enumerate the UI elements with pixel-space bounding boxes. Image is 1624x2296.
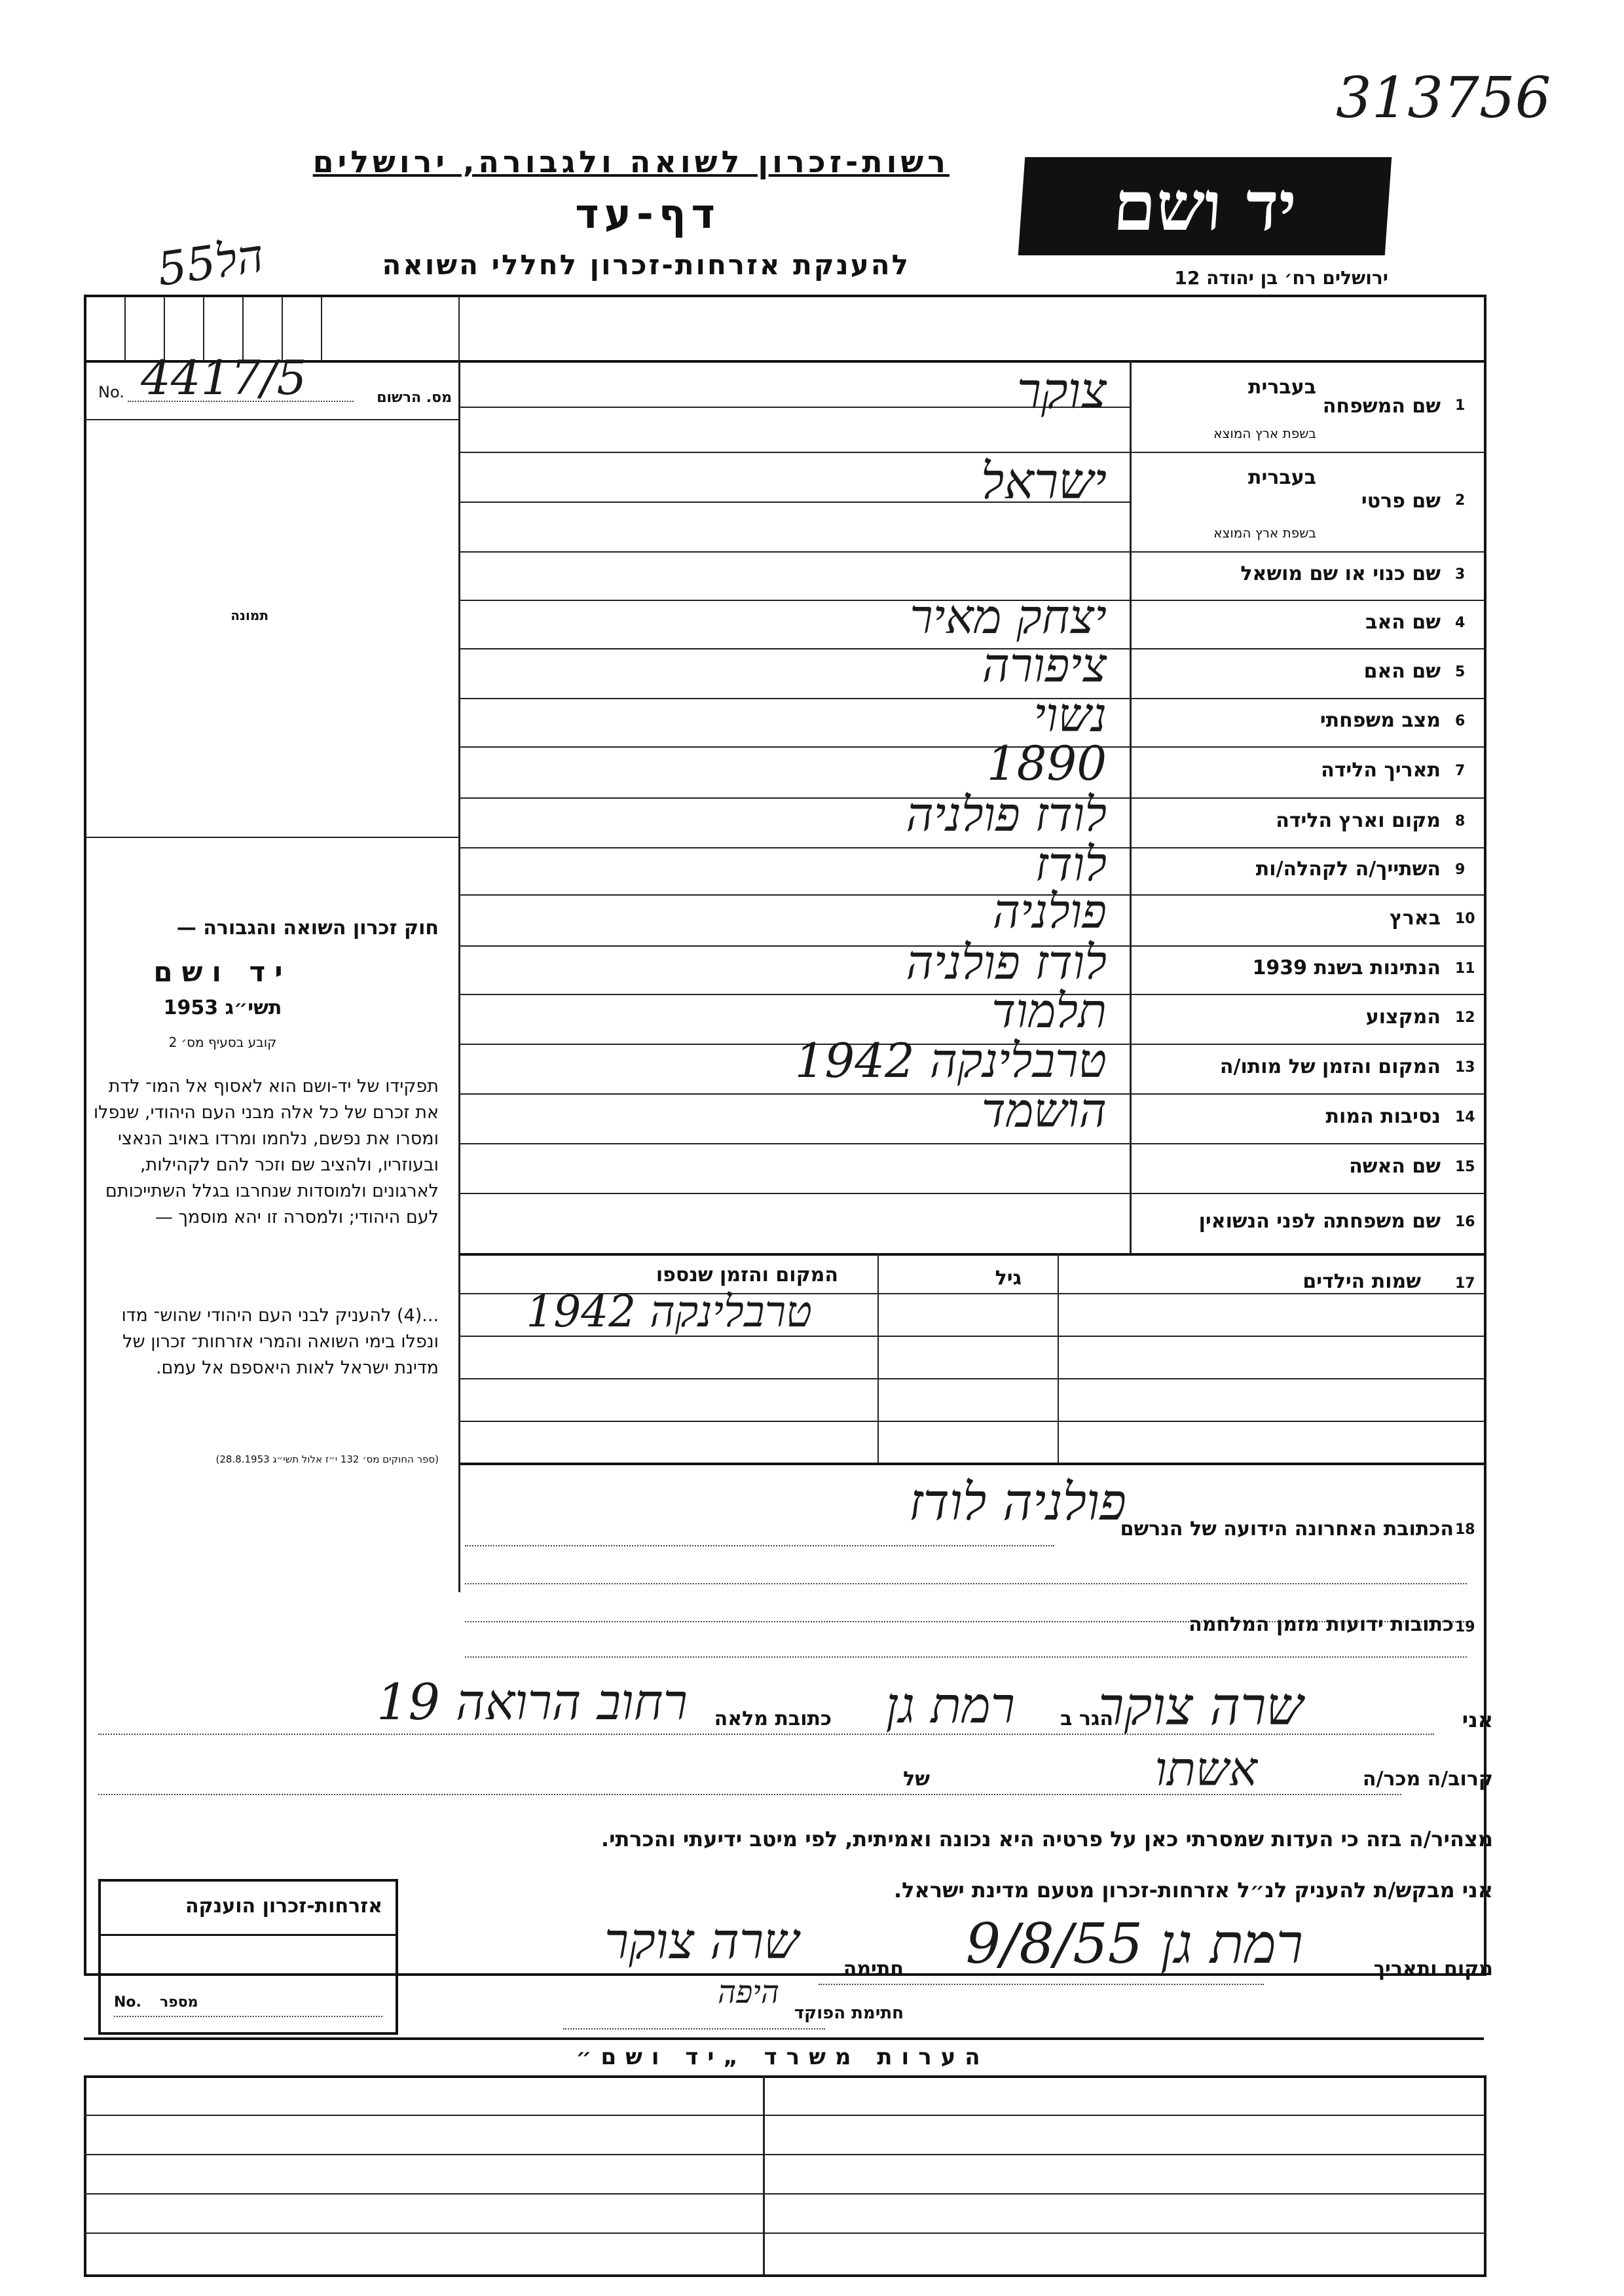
officer-label: חתימת הפוקד: [794, 2003, 904, 2023]
field-8-label: מקום וארץ הלידה: [1276, 809, 1441, 832]
address: ירושלים רח׳ בן יהודה 12: [1174, 267, 1388, 289]
field-18-value: פולניה לודז: [908, 1473, 1126, 1532]
field-12-number: 12: [1455, 1010, 1475, 1026]
field-8-number: 8: [1455, 813, 1466, 829]
archive-number: 313756: [1336, 65, 1551, 131]
field-12-value: תלמוד: [991, 983, 1107, 1038]
declarant-address: רחוב הרואה 19: [377, 1673, 688, 1731]
registration-number: 4417/5: [141, 350, 307, 405]
field-6-number: 6: [1455, 713, 1466, 729]
of-label: של: [903, 1768, 930, 1791]
field-10-number: 10: [1455, 911, 1475, 927]
citizenship-title: אזרחות-זכרון הוענקה: [185, 1895, 382, 1918]
field-6-value: נשוי: [1033, 687, 1107, 742]
registration-no-label: מס. הרשום: [377, 390, 452, 406]
field-13-label: המקום והזמן של מותו/ה: [1219, 1055, 1441, 1078]
citizenship-no-label: מספר: [160, 1994, 198, 2011]
field-15-number: 15: [1455, 1159, 1475, 1175]
signature-value: שרה צוקר: [604, 1912, 799, 1970]
field-19-number: 19: [1455, 1619, 1475, 1635]
ani-label: אני: [1462, 1707, 1493, 1732]
address-label: כתובת מלאה: [714, 1707, 832, 1730]
resides-label: הגר ב: [1060, 1707, 1113, 1730]
form-subtitle: להענקת אזרחות-זכרון לחללי השואה: [382, 249, 910, 281]
field-14-value: הושמד: [981, 1083, 1107, 1138]
place-date-label: מקום ותאריך: [1373, 1958, 1493, 1980]
field-14-label: נסיבות המות: [1325, 1105, 1441, 1128]
field-10-value: פולניה: [992, 884, 1107, 939]
field-9-value: לודז: [1035, 837, 1107, 892]
law-clause-4: ...(4) להעניק לבני העם היהודי שהוש־ מדו ונפלו בימי השואה והמרי אזרחות־ זכרון של מדינת ישראל לאות היאספם אל עמם.: [121, 1305, 439, 1378]
field-4-label: שם האב: [1365, 611, 1441, 634]
field-7-number: 7: [1455, 763, 1466, 779]
field-15-label: שם האשה: [1349, 1155, 1441, 1178]
declarant-relation: אשתו: [1154, 1741, 1257, 1796]
child-place: טרבלינקה 1942: [526, 1286, 812, 1337]
signature-label: חתימה: [843, 1958, 904, 1980]
field-8-value: לודז פולניה: [906, 787, 1107, 842]
field-2-origin-sub: בשפת ארץ המוצא: [1213, 525, 1316, 541]
field-11-label: הנתינות בשנת 1939: [1252, 957, 1441, 979]
children-place-header: המקום והזמן שנספו: [655, 1264, 838, 1286]
field-11-value: לודז פולניה: [906, 935, 1107, 990]
field-11-number: 11: [1455, 960, 1475, 977]
field-4-value: יצחק מאיר: [910, 589, 1107, 644]
label-column-border: [1130, 361, 1132, 1253]
law-clause: קובע בסעיף מס׳ 2: [168, 1034, 277, 1050]
field-14-number: 14: [1455, 1109, 1475, 1125]
field-13-number: 13: [1455, 1059, 1475, 1076]
field-18-label: הכתובת האחרונה הידועה של הנרשם: [1120, 1518, 1454, 1540]
field-5-label: שם האם: [1363, 660, 1441, 683]
field-4-number: 4: [1455, 615, 1466, 631]
yad-vashem-logo: יד ושם: [1018, 157, 1392, 255]
place-date-value: רמת גן 9/8/55: [965, 1912, 1303, 1976]
field-7-value: 1890: [986, 736, 1107, 791]
field-5-number: 5: [1455, 664, 1466, 680]
field-9-label: השתייך/ה לקהלה/ות: [1255, 858, 1441, 881]
field-5-value: ציפורה: [982, 638, 1107, 693]
field-2-label: שם פרטי: [1361, 490, 1441, 513]
field-17-number: 17: [1455, 1275, 1475, 1292]
field-19-label: כתובות ידועות מזמן המלחמה: [1189, 1613, 1454, 1636]
declarant-city: רמת גן: [885, 1676, 1015, 1734]
field-1-label: שם המשפחה: [1322, 395, 1441, 418]
field-2-number: 2: [1455, 492, 1466, 509]
field-1-value: צוקר: [1016, 361, 1107, 420]
law-title: חוק זכרון השואה והגבורה —: [176, 917, 439, 939]
law-body: תפקידו של יד-ושם הוא לאסוף אל המו־ לדת את זכרם של כל אלה מבני העם היהודי, שנפלו ומסרו את נפשם, נלחמו ומרדו באויב הנאצי ובעוזריו, ולהציב שם וזכר להם לקהילות, לארגונים ולמוסדות שנחרבו בגלל השתייכותם לעם היהודי; ולמסרה זו יהא מוסמך —: [93, 1076, 439, 1228]
declarant-name: שרה צוקר: [1098, 1676, 1303, 1737]
field-2-hebrew-sub: בעברית: [1248, 466, 1316, 489]
law-reference: (ספר החוקים מס׳ 132 י״ז אלול תשי״ג 28.8.1953): [215, 1453, 439, 1465]
field-16-number: 16: [1455, 1214, 1475, 1230]
request-text: אני מבקש/ת להעניק לנ״ל אזרחות-זכרון מטעם מדינת ישראל.: [894, 1878, 1493, 1903]
children-age-header: גיל: [995, 1267, 1022, 1290]
relative-label: קרוב/ה מכר/ה: [1362, 1768, 1493, 1791]
field-3-number: 3: [1455, 566, 1466, 583]
field-10-label: בארץ: [1389, 907, 1441, 930]
office-notes-title: הערות משרד „יד ושם״: [576, 2044, 989, 2070]
citizenship-box: [98, 1879, 398, 2035]
field-7-label: תאריך הלידה: [1321, 759, 1441, 782]
citizenship-no-en: No.: [114, 1994, 141, 2011]
field-1-number: 1: [1455, 397, 1466, 414]
field-1-hebrew-sub: בעברית: [1248, 376, 1316, 399]
form-title: דף-עד: [575, 190, 720, 238]
field-9-number: 9: [1455, 862, 1466, 878]
field-6-label: מצב משפחתי: [1320, 709, 1441, 732]
field-12-label: המקצוע: [1365, 1006, 1441, 1029]
field-3-label: שם כנוי או שם מושאל: [1240, 562, 1441, 585]
field-1-origin-sub: בשפת ארץ המוצא: [1213, 426, 1316, 441]
law-year: תשי״ג 1953: [163, 996, 282, 1019]
children-names-header: שמות הילדים: [1302, 1270, 1421, 1293]
left-column-border: [458, 361, 460, 1592]
officer-signature: היפה: [718, 1974, 779, 2011]
authority-title: רשות-זכרון לשואה ולגבורה, ירושלים: [312, 144, 950, 179]
field-16-label: שם משפחתה לפני הנשואין: [1198, 1210, 1441, 1233]
field-2-value: ישראל: [980, 452, 1107, 510]
registration-no-label-en: No.: [98, 383, 124, 401]
office-notes-table: [84, 2075, 1486, 2277]
declaration-text: מצהיר/ה בזה כי העדות שמסרתי כאן על פרטיה היא נכונה ואמיתית, לפי מיטב ידיעתי והכרתי.: [600, 1827, 1493, 1851]
field-18-number: 18: [1455, 1522, 1475, 1538]
field-13-value: טרבלינקה 1942: [794, 1033, 1107, 1088]
photo-label: תמונה: [231, 608, 268, 623]
law-name: יד ושם: [153, 956, 292, 988]
handwritten-mark: הל55: [154, 228, 267, 297]
